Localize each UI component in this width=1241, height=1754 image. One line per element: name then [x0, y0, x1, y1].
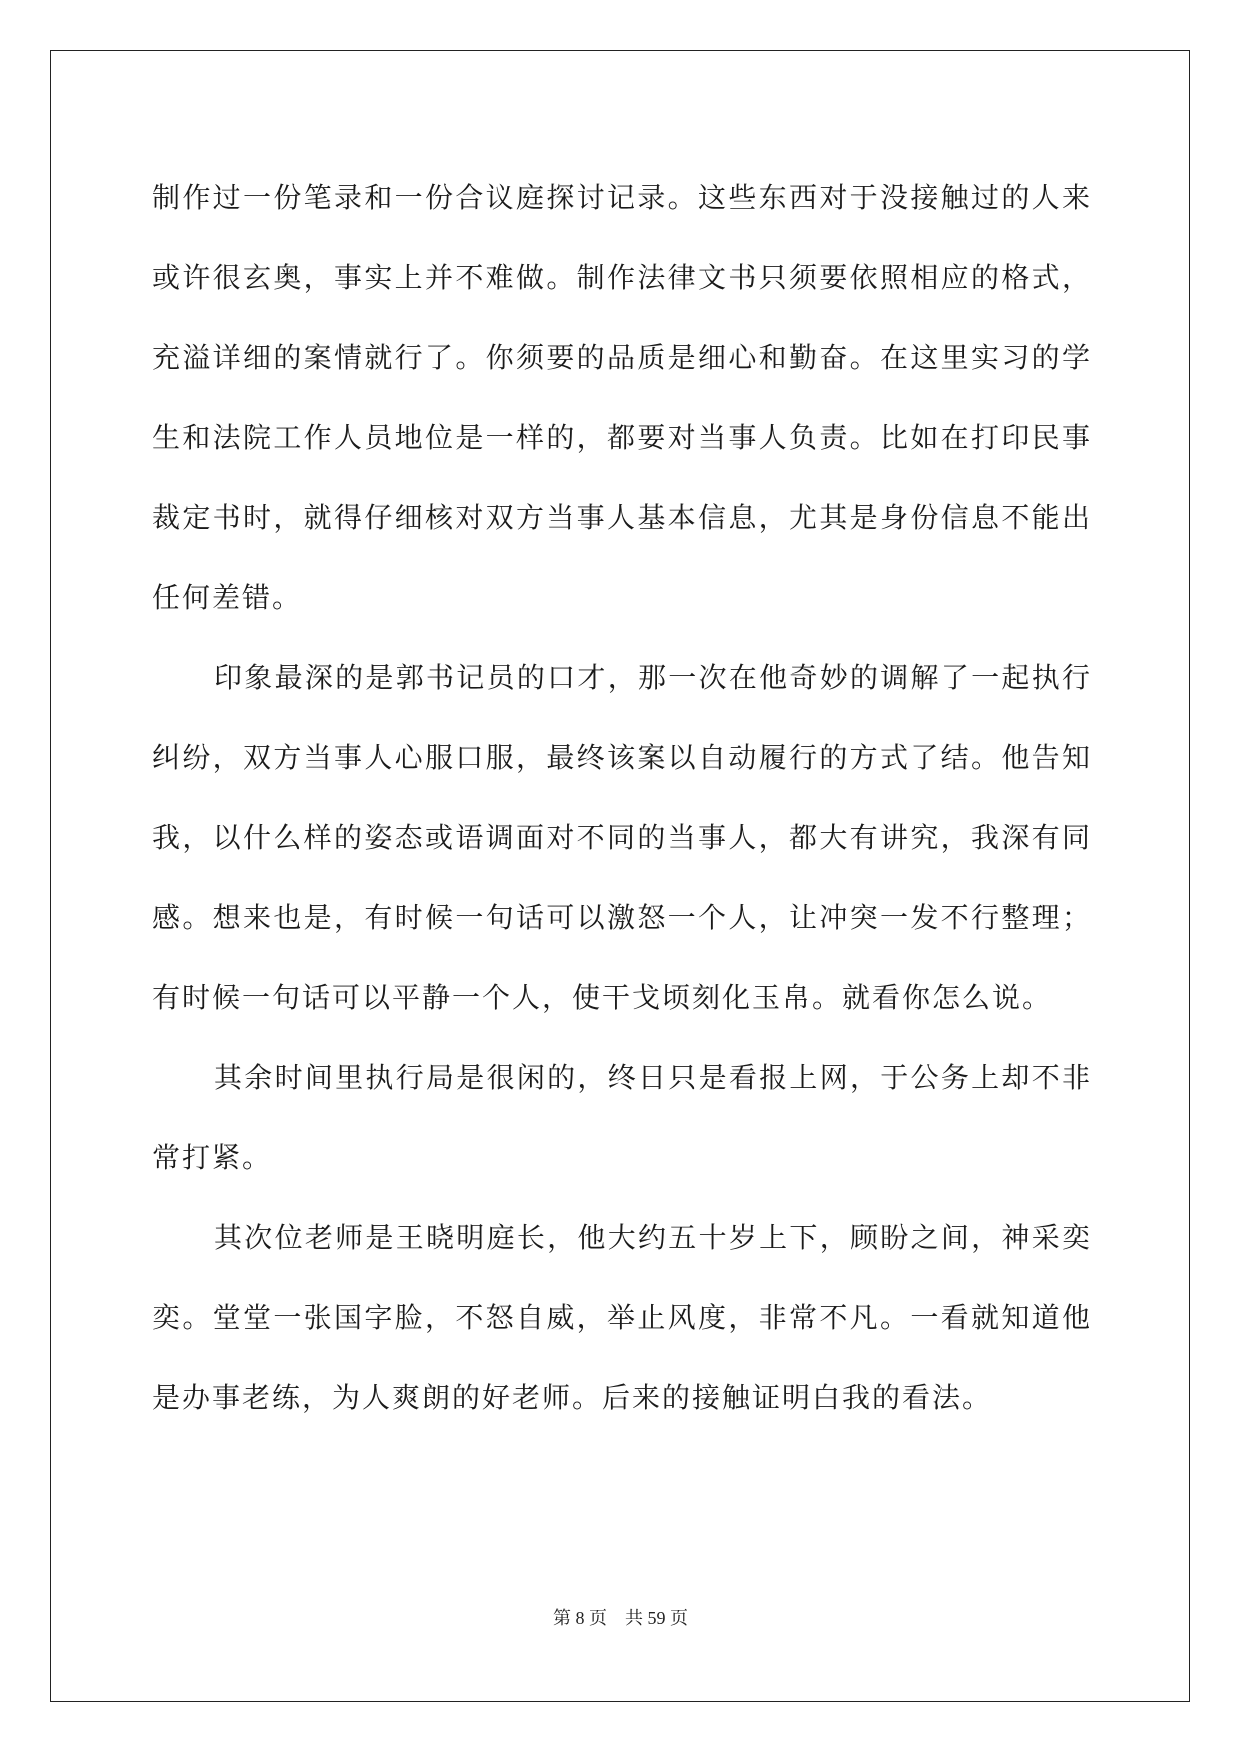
page-number-label: 第 8 页: [553, 1608, 607, 1628]
total-pages-label: 共 59 页: [625, 1608, 688, 1628]
paragraph-4: 其次位老师是王晓明庭长，他大约五十岁上下，顾盼之间，神采奕奕。堂堂一张国字脸，不怒自威，举止风度，非常不凡。一看就知道他是办事老练，为人爽朗的好老师。后来的接触证明白我的看法。: [152, 1221, 1092, 1414]
paragraph-3: 其余时间里执行局是很闲的，终日只是看报上网，于公务上却不非常打紧。: [152, 1061, 1092, 1174]
paragraph-2: 印象最深的是郭书记员的口才，那一次在他奇妙的调解了一起执行纠纷，双方当事人心服口服，最终该案以自动履行的方式了结。他告知我，以什么样的姿态或语调面对不同的当事人，都大有讲究，我深有同感。想来也是，有时候一句话可以激怒一个人，让冲突一发不行整理；有时候一句话可以平静一个人，使干戈顷刻化玉帛。就看你怎么说。: [152, 661, 1092, 1014]
paragraph-1: 制作过一份笔录和一份合议庭探讨记录。这些东西对于没接触过的人来或许很玄奥，事实上并不难做。制作法律文书只须要依照相应的格式，充溢详细的案情就行了。你须要的品质是细心和勤奋。在这里实习的学生和法院工作人员地位是一样的，都要对当事人负责。比如在打印民事裁定书时，就得仔细核对双方当事人基本信息，尤其是身份信息不能出任何差错。: [152, 181, 1092, 614]
page-footer: [0, 1604, 1241, 1630]
document-body: [152, 158, 1092, 1438]
